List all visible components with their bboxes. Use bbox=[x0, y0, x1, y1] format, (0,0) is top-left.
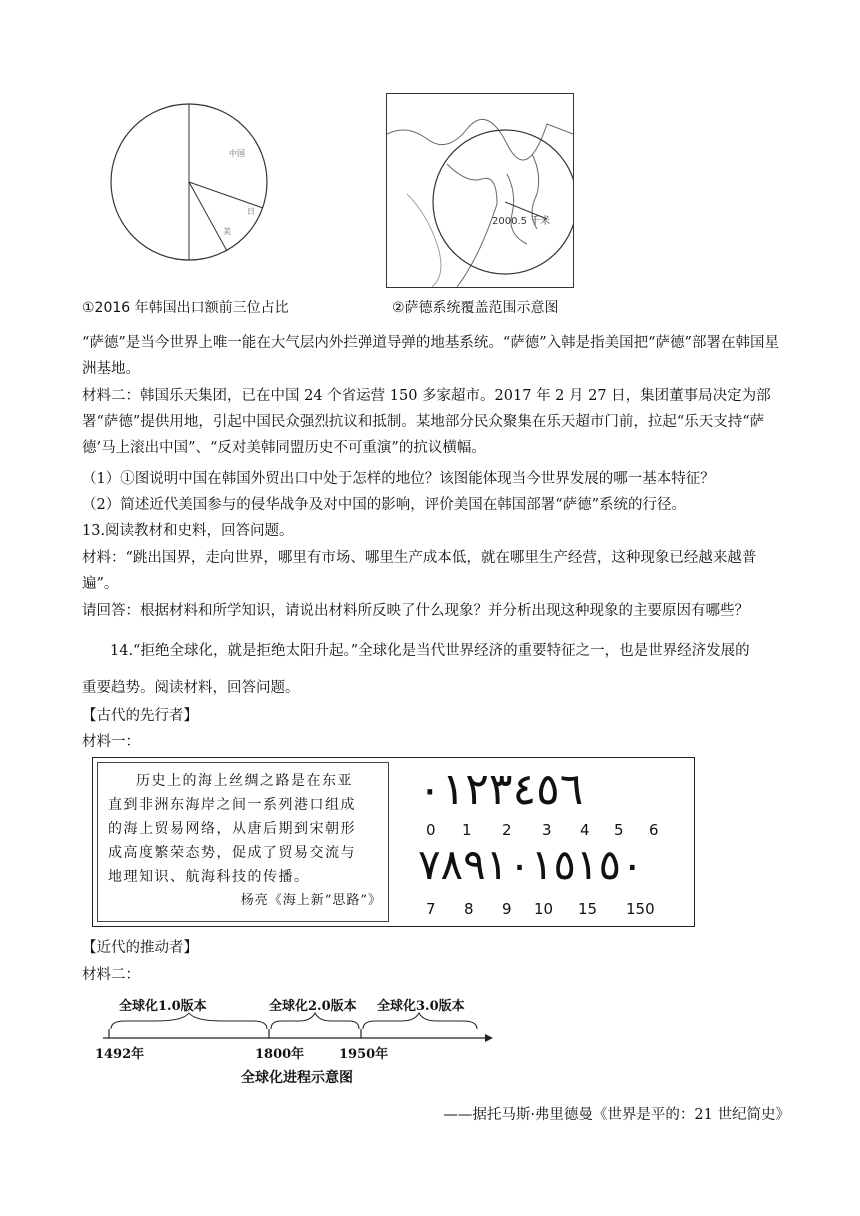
numeral: 1 bbox=[462, 821, 472, 839]
numeral: 7 bbox=[426, 900, 436, 918]
q13-question: 请回答：根据材料和所学知识，请说出材料所反映了什么现象？并分析出现这种现象的主要原因有哪些？ bbox=[82, 603, 749, 619]
numeral: 15 bbox=[578, 900, 598, 918]
timeline-version-3: 全球化3.0版本 bbox=[377, 999, 465, 1014]
pie-hand-label: 日 bbox=[247, 207, 255, 216]
timeline-year-1800: 1800年 bbox=[255, 1047, 305, 1062]
numeral: 8 bbox=[464, 900, 474, 918]
source-line: ——据托马斯·弗里德曼《世界是平的：21 世纪简史》 bbox=[443, 1107, 790, 1123]
timeline-title: 全球化进程示意图 bbox=[241, 1070, 353, 1086]
material1-box bbox=[92, 757, 695, 927]
timeline-version-1: 全球化1.0版本 bbox=[119, 999, 207, 1014]
map-sketch bbox=[387, 94, 573, 287]
map-radius-label: 2000.5 千米 bbox=[492, 216, 551, 227]
numeral: 4 bbox=[580, 821, 590, 839]
material2-korea: 材料二：韩国乐天集团，已在中国 24 个省运营 150 多家超市。2017 年 2 月 27 日，集团董事局决定为部署“萨德”提供用地，引起中国民众强烈抗议和抵制。某地部分民众聚集在乐天超市门前，拉起“乐天支持“萨德’马上滚出中国”、“反对美韩同盟历史不可重演”的抗议横幅。 bbox=[82, 388, 771, 456]
numeral: 10 bbox=[534, 900, 554, 918]
pie-divider bbox=[189, 182, 227, 251]
question-1: （1）①图说明中国在韩国外贸出口中处于怎样的地位？该图能体现当今世界发展的哪一基本特征？ bbox=[82, 471, 715, 487]
timeline-version-2: 全球化2.0版本 bbox=[269, 999, 357, 1014]
numeral: 0 bbox=[426, 821, 436, 839]
q13-title: 13.阅读教材和史料，回答问题。 bbox=[82, 523, 294, 539]
arabic-numerals-row2: ٧٨٩١٠١٥١٥٠ bbox=[418, 840, 644, 889]
quote-line: 的海上贸易网络，从唐后期到宋朝形 bbox=[108, 821, 356, 837]
silk-road-quote bbox=[97, 762, 389, 922]
section-ancient: 【古代的先行者】 bbox=[82, 708, 198, 724]
numeral: 5 bbox=[614, 821, 624, 839]
pie-divider bbox=[189, 182, 263, 208]
section-modern: 【近代的推动者】 bbox=[82, 940, 198, 956]
timeline-year-1950: 1950年 bbox=[339, 1047, 389, 1062]
quote-line: 历史上的海上丝绸之路是在东亚 bbox=[136, 773, 353, 789]
quote-line: 地理知识、航海科技的传播。 bbox=[108, 869, 310, 885]
numeral: 3 bbox=[542, 821, 552, 839]
material2-label: 材料二： bbox=[82, 967, 140, 983]
intro-paragraph: “萨德”是当今世界上唯一能在大气层内外拦弹道导弹的地基系统。“萨德”入韩是指美国把“萨德”部署在韩国星洲基地。 bbox=[82, 335, 779, 377]
numeral: 150 bbox=[626, 900, 655, 918]
map-caption: ②萨德系统覆盖范围示意图 bbox=[392, 300, 559, 316]
arabic-numerals-row1: ٠١٢٣٤٥٦ bbox=[418, 764, 584, 815]
q14-line2: 重要趋势。阅读材料，回答问题。 bbox=[82, 680, 300, 696]
pie-caption: ①2016 年韩国出口额前三位占比 bbox=[82, 300, 289, 316]
pie-chart bbox=[105, 96, 295, 266]
quote-line: 成高度繁荣态势，促成了贸易交流与 bbox=[108, 845, 356, 861]
numeral: 2 bbox=[502, 821, 512, 839]
numeral: 6 bbox=[649, 821, 659, 839]
pie-chart-figure bbox=[105, 96, 295, 266]
globalization-timeline bbox=[95, 995, 495, 1090]
map-figure bbox=[386, 93, 574, 288]
quote-source: 杨亮《海上新“思路”》 bbox=[240, 893, 382, 908]
pie-hand-label: 美 bbox=[223, 227, 231, 236]
numeral: 9 bbox=[502, 900, 512, 918]
timeline-year-1492: 1492年 bbox=[95, 1047, 145, 1062]
pie-hand-label: 中国 bbox=[229, 149, 245, 158]
q13-material: 材料：“跳出国界，走向世界，哪里有市场、哪里生产成本低，就在哪里生产经营，这种现象已经越来越普遍”。 bbox=[82, 550, 757, 592]
question-2: （2）简述近代美国参与的侵华战争及对中国的影响，评价美国在韩国部署“萨德”系统的行径。 bbox=[82, 497, 687, 513]
material1-label: 材料一： bbox=[82, 734, 140, 750]
quote-line: 直到非洲东海岸之间一系列港口组成 bbox=[108, 797, 356, 813]
q14-line1: 14.“拒绝全球化，就是拒绝太阳升起。”全球化是当代世界经济的重要特征之一，也是世界经济发展的 bbox=[110, 643, 750, 659]
